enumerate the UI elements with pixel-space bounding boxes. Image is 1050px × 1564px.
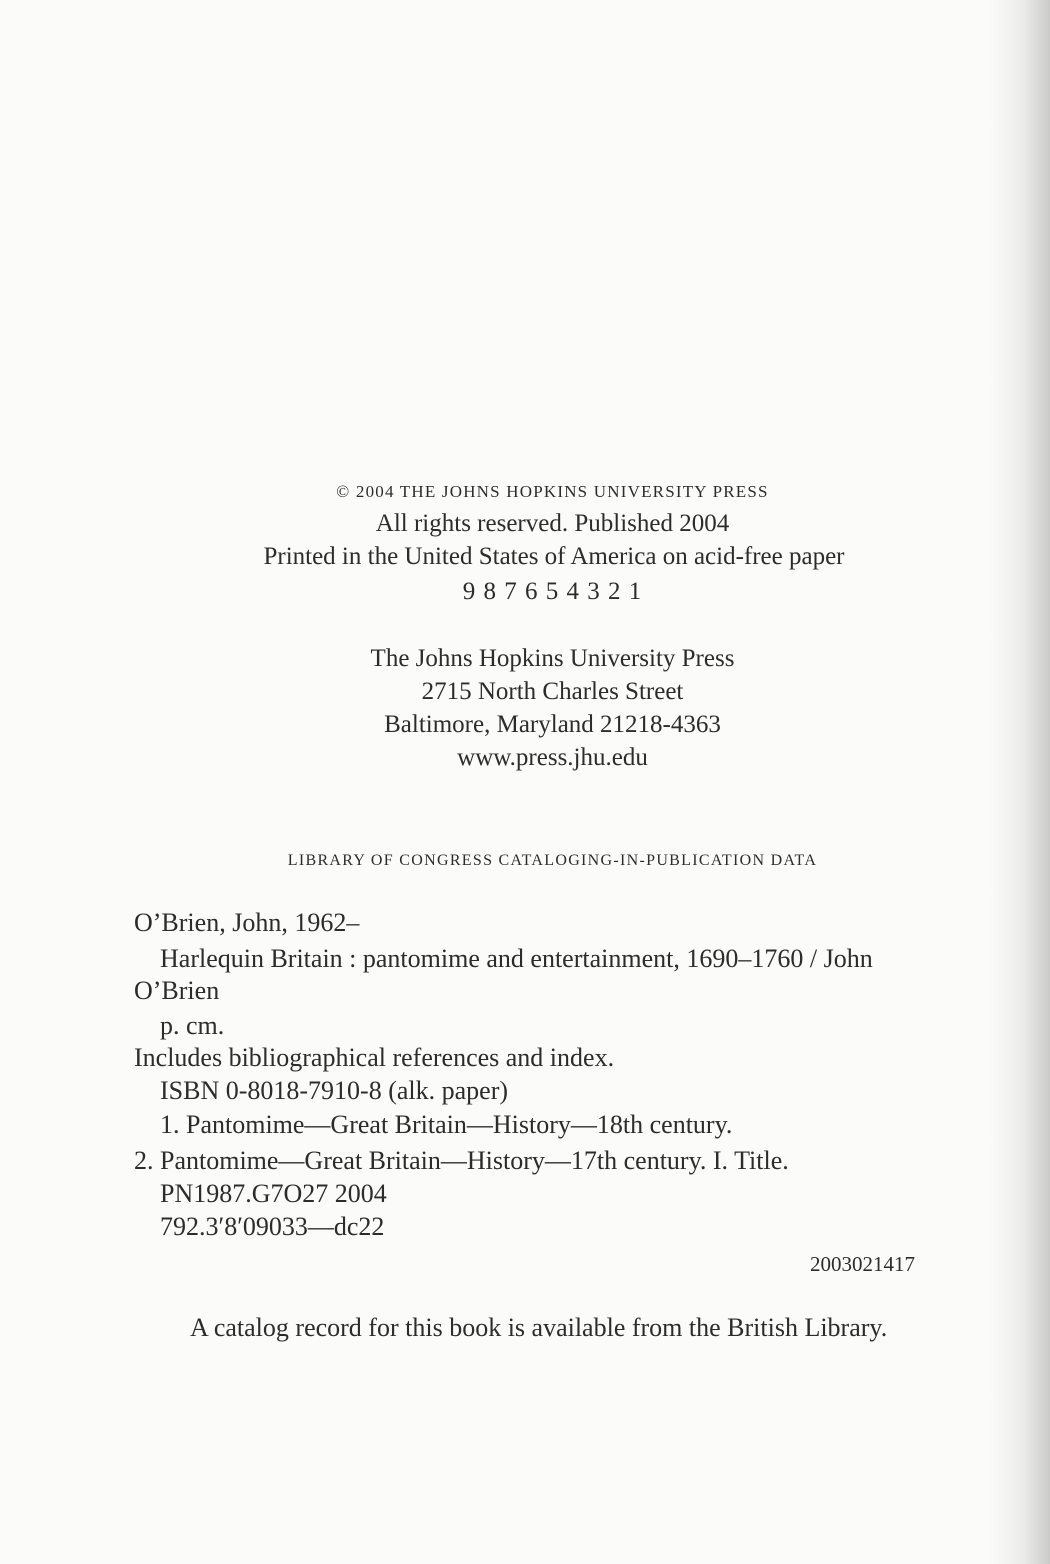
cip-subject-1: 1. Pantomime—Great Britain—History—18th century.: [160, 1110, 733, 1139]
copyright-line: © 2004 THE JOHNS HOPKINS UNIVERSITY PRESS: [336, 482, 769, 501]
cip-title-line1: Harlequin Britain : pantomime and entertainment, 1690–1760 / John: [160, 944, 873, 973]
cip-isbn: ISBN 0-8018-7910-8 (alk. paper): [160, 1076, 509, 1105]
printed-line: Printed in the United States of America on acid-free paper: [263, 543, 845, 570]
publisher-city: Baltimore, Maryland 21218-4363: [384, 711, 721, 738]
cip-physical: p. cm.: [160, 1011, 225, 1040]
cip-author: O’Brien, John, 1962–: [134, 908, 360, 937]
printing-number-line: 9 8 7 6 5 4 3 2 1: [462, 578, 643, 605]
publisher-url: www.press.jhu.edu: [457, 744, 648, 771]
cip-heading: LIBRARY OF CONGRESS CATALOGING-IN-PUBLICATION DATA: [287, 852, 818, 869]
rights-line: All rights reserved. Published 2004: [375, 510, 730, 537]
cip-subject-2: 2. Pantomime—Great Britain—History—17th century. I. Title.: [134, 1146, 789, 1175]
cip-lccn: 2003021417: [810, 1252, 915, 1276]
cip-notes: Includes bibliographical references and index.: [134, 1043, 615, 1072]
page-gutter-shadow: [990, 0, 1050, 1564]
publisher-name: The Johns Hopkins University Press: [370, 645, 735, 672]
cip-lc-class: PN1987.G7O27 2004: [160, 1179, 387, 1208]
british-library-note: A catalog record for this book is available from the British Library.: [190, 1313, 888, 1342]
cip-dewey: 792.3′8′09033—dc22: [160, 1212, 385, 1241]
publisher-street: 2715 North Charles Street: [421, 678, 684, 705]
cip-title-line2: O’Brien: [134, 976, 220, 1005]
